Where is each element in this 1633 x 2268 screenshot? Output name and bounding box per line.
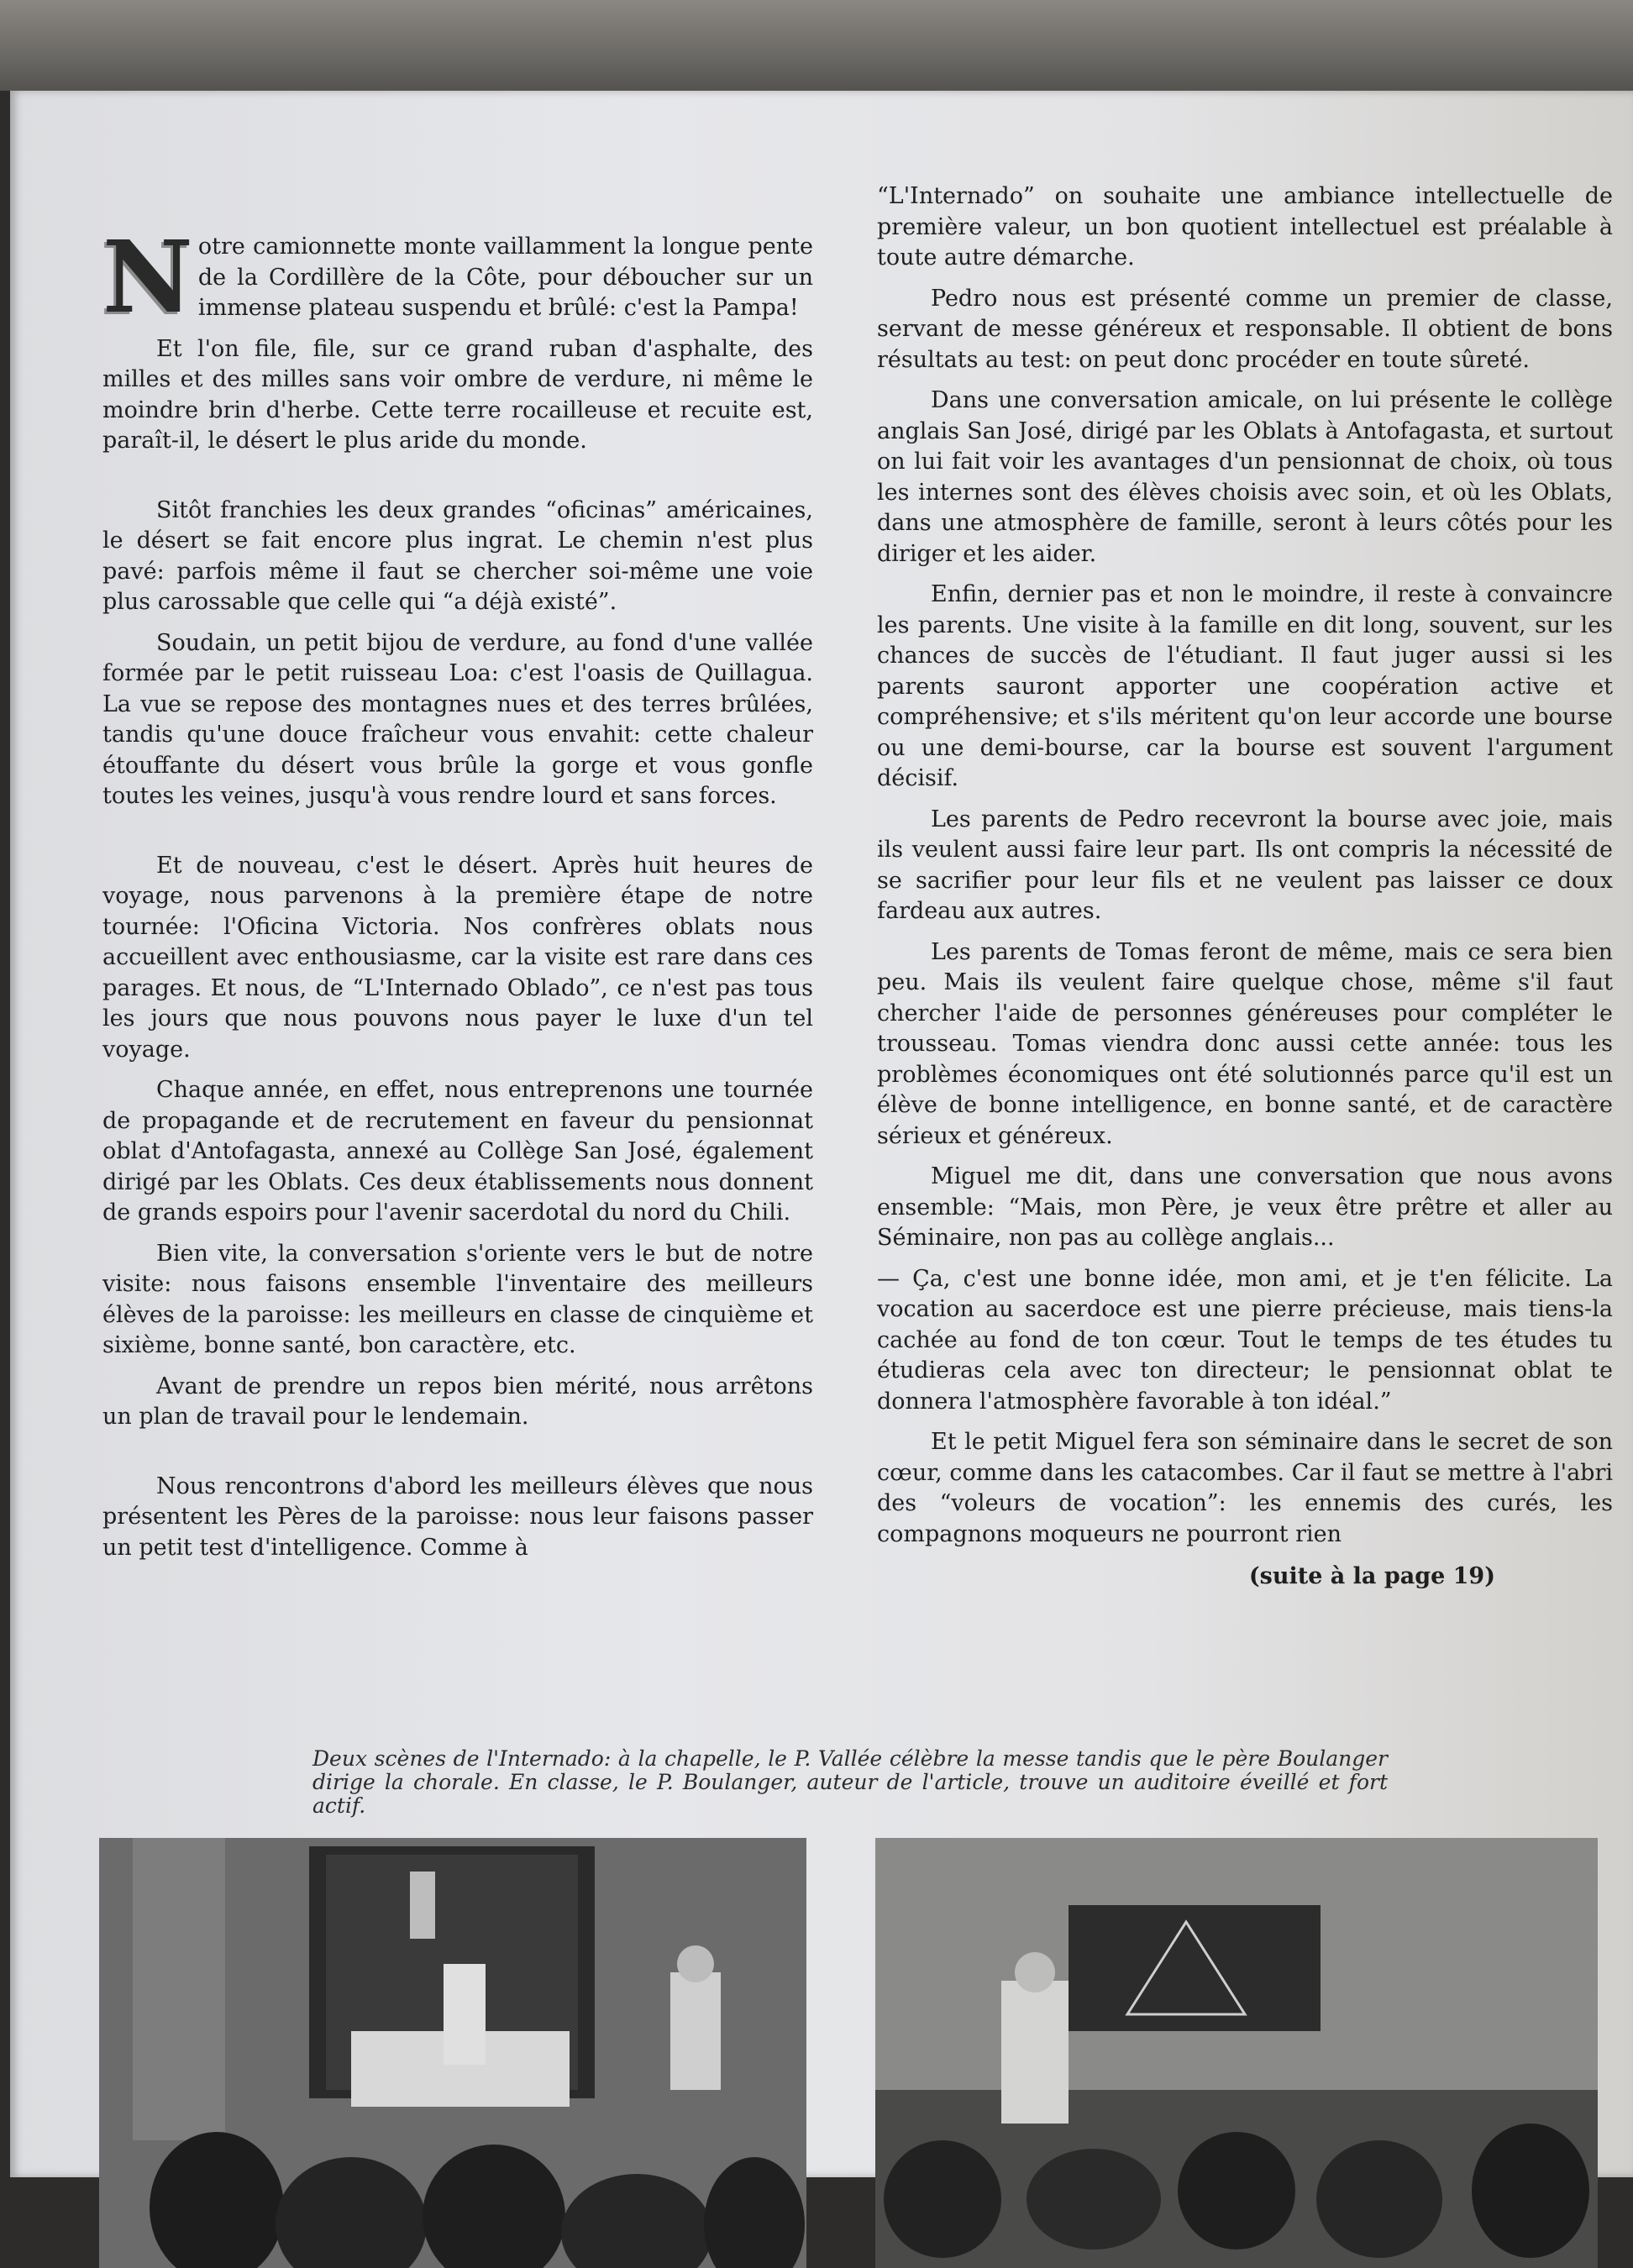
- article-paragraph: Dans une conversation amicale, on lui présente le collège anglais San José, dirigé par les Oblats à Antofagasta, et surtout on lui fait voir les avantages d'un pensionnat de choix, où tous les internes sont des élèves choisis avec soin, et où les Oblats, dans une atmosphère de famille, seront à leurs côtés pour les diriger et les aider.: [877, 387, 1613, 567]
- article-paragraph: Les parents de Pedro recevront la bourse avec joie, mais ils veulent aussi faire leur part. Ils ont compris la nécessité de se sacrifier pour leur fils et ne veulent pas laisser ce doux fardeau aux autres.: [877, 806, 1613, 924]
- article-paragraph: Miguel me dit, dans une conversation que nous avons ensemble: “Mais, mon Père, je veux être prêtre et aller au Séminaire, non pas au collège anglais...: [877, 1163, 1613, 1251]
- article-left-column: [102, 193, 813, 1573]
- article-paragraph: Nous rencontrons d'abord les meilleurs élèves que nous présentent les Pères de la paroisse: nous leur faisons passer un petit test d'intelligence. Comme à: [102, 1473, 813, 1561]
- article-paragraph: — Ça, c'est une bonne idée, mon ami, et je t'en félicite. La vocation au sacerdoce est une pierre précieuse, mais tiens-la cachée au fond de ton cœur. Tout le temps de tes études tu étudieras cela avec ton directeur; le pensionnat oblat te donnera l'atmosphère favorable à ton idéal.”: [877, 1265, 1613, 1415]
- opening-paragraph: [102, 193, 813, 335]
- article-paragraph: Enfin, dernier pas et non le moindre, il reste à convaincre les parents. Une visite à la famille en dit long, souvent, sur les chances de succès de l'étudiant. Il faut juger aussi si les parents sauront apporter une coopération active et compréhensive; et s'ils méritent qu'on leur accorde une bourse ou une demi-bourse, car la bourse est souvent l'argument décisif.: [877, 581, 1613, 791]
- article-paragraph: Sitôt franchies les deux grandes “oficinas” américaines, le désert se fait encore plus ingrat. Le chemin n'est plus pavé: parfois même il faut se chercher soi-même une voie plus carossable que celle qui “a déjà existé”.: [102, 496, 813, 615]
- opening-text: otre camionnette monte vaillamment la longue pente de la Cordillère de la Côte, pour déboucher sur un immense plateau suspendu et brûlé: c'est la Pampa!: [197, 234, 813, 321]
- drop-cap: N: [102, 218, 193, 335]
- article-paragraph: Les parents de Tomas feront de même, mais ce sera bien peu. Mais ils veulent faire quelque chose, même s'il faut chercher l'aide de personnes généreuses pour compléter le trousseau. Tomas viendra donc aussi cette année: tous les problèmes économiques ont été solutionnés parce qu'il est un élève de bonne intelligence, en bonne santé, et de caractère sérieux et généreux.: [877, 938, 1613, 1149]
- chapel-photo: [99, 1838, 806, 2268]
- article-paragraph: Et l'on file, file, sur ce grand ruban d'asphalte, des milles et des milles sans voir ombre de verdure, ni même le moindre brin d'herbe. Cette terre rocailleuse et recuite est, paraît-il, le désert le plus aride du monde.: [102, 335, 813, 454]
- background-above-page: [0, 0, 1633, 91]
- article-paragraph: “L'Internado” on souhaite une ambiance intellectuelle de première valeur, un bon quotient intellectuel est préalable à toute autre démarche.: [877, 183, 1613, 270]
- classroom-photo-illustration: [875, 1838, 1598, 2268]
- article-paragraph: Chaque année, en effet, nous entreprenons une tournée de propagande et de recrutement en faveur du pensionnat oblat d'Antofagasta, annexé au Collège San José, également dirigé par les Oblats. Ces deux établissements nous donnent de grands espoirs pour l'avenir sacerdotal du nord du Chili.: [102, 1077, 813, 1226]
- continued-notice: (suite à la page 19): [1248, 1563, 1495, 1589]
- chapel-photo-illustration: [99, 1838, 806, 2268]
- article-right-column: [877, 181, 1613, 1593]
- article-paragraph: Pedro nous est présenté comme un premier de classe, servant de messe généreux et responsable. Il obtient de bons résultats au test: on peut donc procéder en toute sûreté.: [877, 285, 1613, 373]
- article-paragraph: Soudain, un petit bijou de verdure, au fond d'une vallée formée par le petit ruisseau Loa: c'est l'oasis de Quillagua. La vue se repose des montagnes nues et des terres brûlées, tandis qu'une douce fraîcheur vous envahit: cette chaleur étouffante du désert vous brûle la gorge et vous gonfle toutes les veines, jusqu'à vous rendre lourd et sans forces.: [102, 629, 813, 809]
- photo-caption: Deux scènes de l'Internado: à la chapelle, le P. Vallée célèbre la messe tandis que le père Boulanger dirige la chorale. En classe, le P. Boulanger, auteur de l'article, trouve un auditoire éveillé et fort actif.: [312, 1746, 1388, 1818]
- article-paragraph: Et de nouveau, c'est le désert. Après huit heures de voyage, nous parvenons à la première étape de notre tournée: l'Oficina Victoria. Nos confrères oblats nous accueillent avec enthousiasme, car la visite est rare dans ces parages. Et nous, de “L'Internado Oblado”, ce n'est pas tous les jours que nous pouvons nous payer le luxe d'un tel voyage.: [102, 852, 813, 1063]
- article-paragraph: Et le petit Miguel fera son séminaire dans le secret de son cœur, comme dans les catacombes. Car il faut se mettre à l'abri des “voleurs de vocation”: les ennemis des curés, les compagnons moqueurs ne pourront rien: [877, 1429, 1613, 1547]
- classroom-photo: [875, 1838, 1598, 2268]
- magazine-page: [10, 91, 1633, 2177]
- article-paragraph: Bien vite, la conversation s'oriente vers le but de notre visite: nous faisons ensemble l'inventaire des meilleurs élèves de la paroisse: les meilleurs en classe de cinquième et sixième, bonne santé, bon caractère, etc.: [102, 1240, 813, 1358]
- article-paragraph: Avant de prendre un repos bien mérité, nous arrêtons un plan de travail pour le lendemain.: [102, 1373, 813, 1430]
